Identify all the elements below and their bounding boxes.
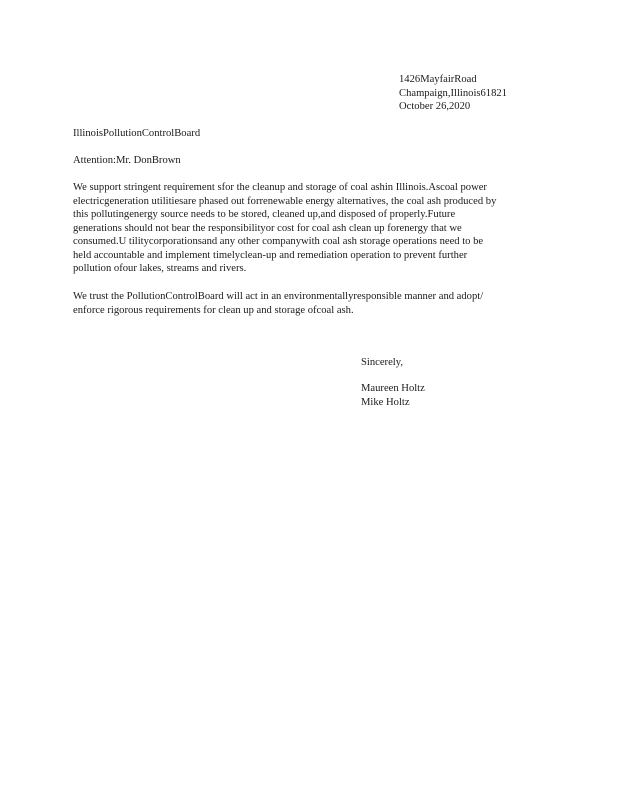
body-line: We support stringent requirement sfor the cleanup and storage of coal ashin Illinois.Ascoal power [73, 182, 487, 193]
sender-city-state-zip: Champaign,Illinois61821 [399, 87, 507, 99]
body-line: electricgeneration utilitiesare phased out forrenewable energy alternatives, the coal ash produced by [73, 195, 497, 207]
signature-name: Mike Holtz [361, 396, 410, 408]
letter-date: October 26,2020 [399, 101, 471, 112]
closing-salutation: Sincerely, [361, 357, 403, 368]
body-paragraph-2 [73, 290, 543, 317]
body-line: held accountable and implement timelyclean-up and remediation operation to prevent further [73, 249, 468, 261]
body-line: enforce rigorous requirements for clean up and storage ofcoal ash. [73, 304, 354, 316]
body-line: We trust the PollutionControlBoard will act in an environmentallyresponsible manner and adopt/ [73, 291, 484, 302]
body-line: generations should not bear the responsibilityor cost for coal ash clean up forenergy that we [73, 222, 462, 234]
sender-address-block [399, 73, 599, 114]
body-line: this pollutingenergy source needs to be stored, cleaned up,and disposed of properly.Future [73, 209, 456, 220]
signature-block [361, 382, 425, 409]
recipient-organization: IllinoisPollutionControlBoard [73, 128, 201, 139]
body-line: pollution ofour lakes, streams and rivers. [73, 263, 247, 274]
sender-street: 1426MayfairRoad [399, 74, 477, 85]
attention-line: Attention:Mr. DonBrown [73, 155, 181, 166]
body-line: consumed.U tilitycorporationsand any other companywith coal ash storage operations need to be [73, 236, 484, 247]
body-paragraph-1 [73, 181, 543, 276]
signature-name: Maureen Holtz [361, 383, 425, 394]
